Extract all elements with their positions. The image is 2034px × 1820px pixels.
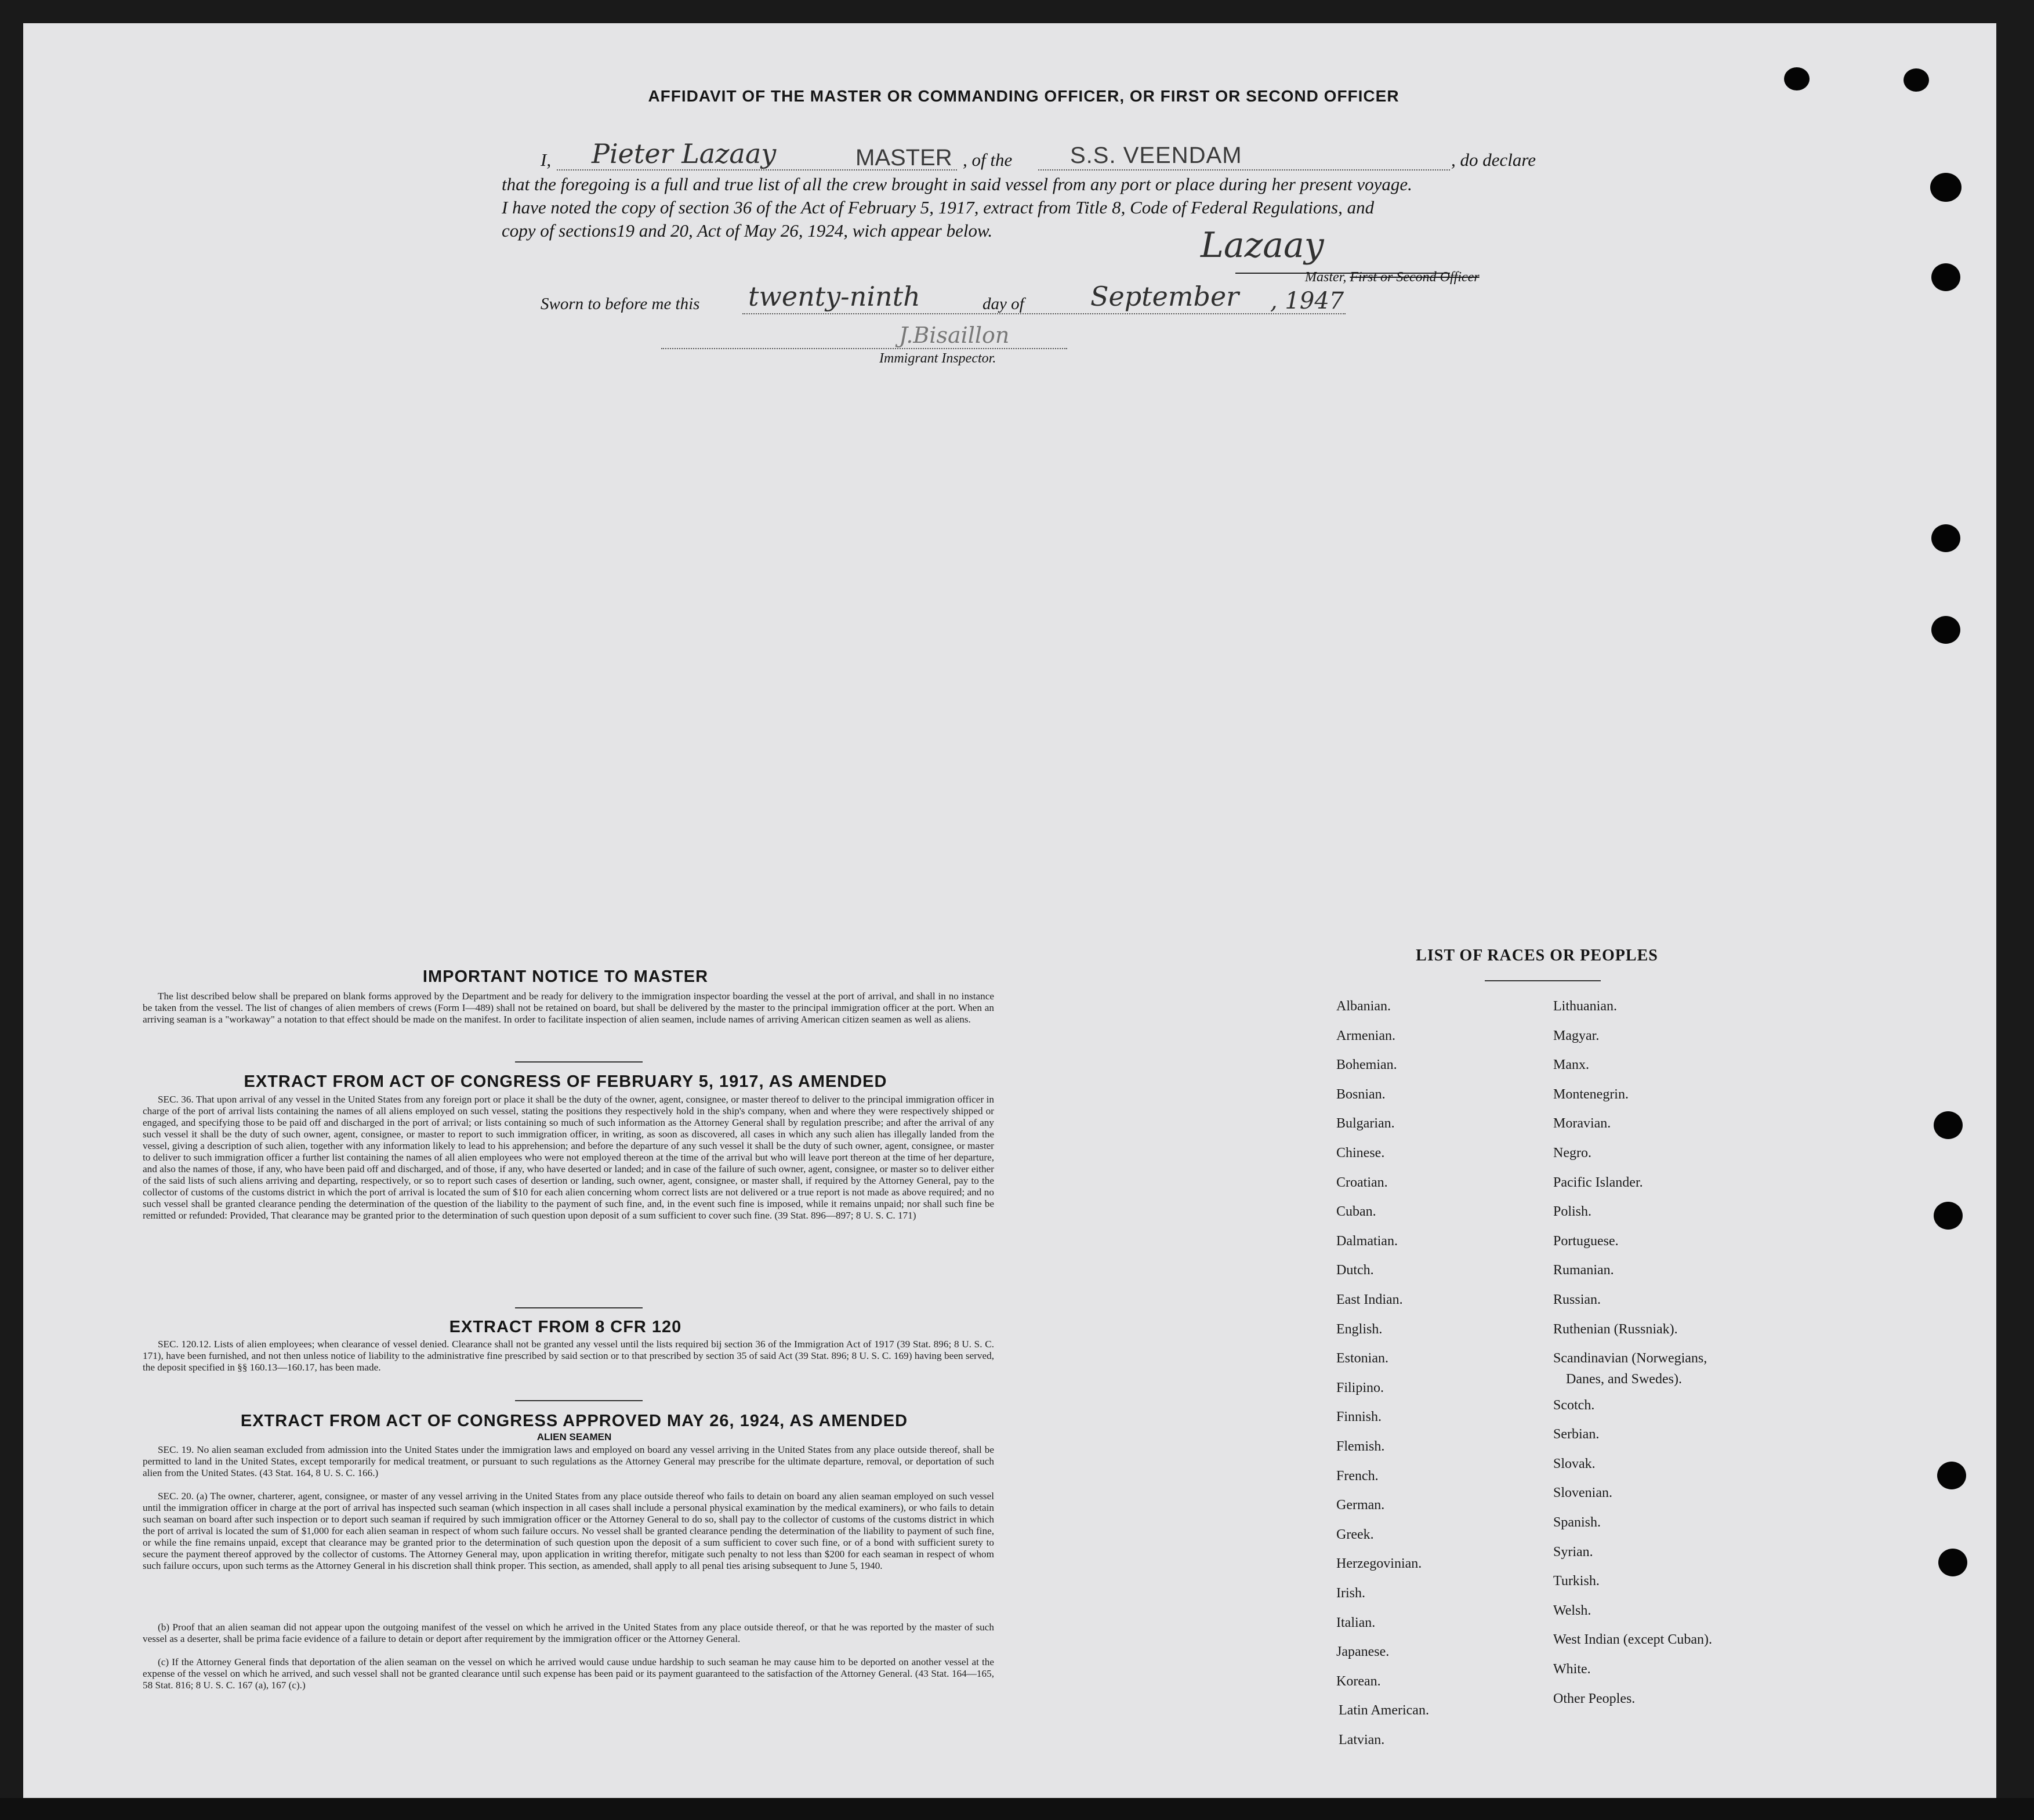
race-item: Latin American. — [1339, 1703, 1429, 1718]
races-divider — [1485, 980, 1601, 981]
race-item: Serbian. — [1553, 1427, 1600, 1442]
race-item: Portuguese. — [1553, 1234, 1619, 1249]
sec-20c-text: (c) If the Attorney General finds that deportation of the alien seaman on the vessel on which he arrived would cause undue hardship to such seaman he may cause him to be deported on another vessel at the expense of the vessel on which he arrived, and such vessel shall not be granted clearance until such expense has been paid or its payment guaranteed to the satisfaction of the Attorney General. (43 Stat. 164—165, 58 Stat. 816; 8 U. S. C. 167 (a), 167 (c).) — [143, 1656, 994, 1691]
race-item: Negro. — [1553, 1145, 1591, 1161]
vessel-line — [1038, 169, 1450, 171]
of-the-label: , of the — [963, 150, 1013, 170]
race-item: Croatian. — [1336, 1175, 1388, 1190]
extract-cfr-text: SEC. 120.12. Lists of alien employees; when clearance of vessel denied. Clearance shall not be granted any vessel until the lists required bij section 36 of the Immigration Act of 1917 (39 Stat. 896; 8 U. S. C. 171), have been furnished, and not then unless notice of liability to the administrative fine prescribed by said section or to that prescribed by section 35 of said Act (39 Stat. 896; 8 U. S. C. 169) having been served, the deposit specified in §§ 160.13—160.17, has been made. — [143, 1339, 994, 1373]
extract-cfr-title: EXTRACT FROM 8 CFR 120 — [449, 1318, 682, 1336]
sworn-day: twenty-ninth — [748, 281, 920, 312]
race-item: Filipino. — [1336, 1380, 1384, 1395]
races-title: LIST OF RACES OR PEOPLES — [1416, 947, 1658, 965]
divider — [515, 1061, 643, 1063]
race-item: Korean. — [1336, 1674, 1381, 1689]
master-name: Pieter Lazaay — [592, 138, 777, 169]
race-item: Rumanian. — [1553, 1263, 1614, 1278]
punch-hole — [1930, 173, 1962, 202]
divider — [515, 1400, 643, 1401]
sec-19-text: SEC. 19. No alien seaman excluded from admission into the United States under the immigration laws and employed on board any vessel arriving in the United States from any place outside thereof, shall be permitted to land in the United States, except temporarily for medical treatment, or pursuant to such regulations as the Attorney General may prescribe for the ultimate departure, removal, or deportation of such alien from the United States. (43 Stat. 164, 8 U. S. C. 166.) — [143, 1444, 994, 1478]
race-item: Welsh. — [1553, 1603, 1591, 1618]
race-item: Bulgarian. — [1336, 1116, 1395, 1131]
name-line — [557, 169, 957, 171]
race-item: Chinese. — [1336, 1145, 1385, 1161]
race-item: Polish. — [1553, 1204, 1592, 1219]
punch-hole — [1784, 67, 1810, 90]
race-item: Herzegovinian. — [1336, 1556, 1422, 1571]
sec-20b-text: (b) Proof that an alien seaman did not appear upon the outgoing manifest of the vessel on which he arrived in the United States from any place outside thereof, or that he was reported by the master of such vessel as a deserter, shall be prima facie evidence of a failure to detain or deport after requirement by the immigration officer or the Attorney General. — [143, 1622, 994, 1644]
do-declare-label: , do declare — [1451, 150, 1536, 170]
race-item: Turkish. — [1553, 1574, 1600, 1589]
race-item: Danes, and Swedes). — [1566, 1372, 1682, 1387]
rank: MASTER — [855, 145, 952, 171]
affidavit-line-1 — [541, 150, 551, 171]
race-item: Cuban. — [1336, 1204, 1376, 1219]
inspector-label: Immigrant Inspector. — [879, 351, 996, 366]
affidavit-line-2: that the foregoing is a full and true list of all the crew brought in said vessel from any port or place during her present voyage. — [502, 174, 1412, 194]
struck-officer-label: First or Second Officer — [1350, 270, 1480, 285]
race-item: Estonian. — [1336, 1351, 1388, 1366]
inspector-signature: J.Bisaillon — [899, 322, 1010, 348]
race-item: Syrian. — [1553, 1545, 1593, 1560]
race-item: Armenian. — [1336, 1028, 1395, 1043]
race-item: Other Peoples. — [1553, 1691, 1636, 1706]
master-label: Master, First or Second Officer — [1305, 270, 1480, 285]
race-item: Pacific Islander. — [1553, 1175, 1643, 1190]
race-item: Dutch. — [1336, 1263, 1374, 1278]
race-item: Scandinavian (Norwegians, — [1553, 1351, 1707, 1366]
punch-hole — [1934, 1202, 1963, 1230]
race-item: Montenegrin. — [1553, 1087, 1629, 1102]
race-item: Slovak. — [1553, 1456, 1596, 1471]
punch-hole — [1937, 1462, 1966, 1489]
i-label: I, — [541, 150, 552, 170]
extract-1917-title: EXTRACT FROM ACT OF CONGRESS OF FEBRUARY 5, 1917, AS AMENDED — [244, 1072, 887, 1091]
affidavit-title: AFFIDAVIT OF THE MASTER OR COMMANDING OFFICER, OR FIRST OR SECOND OFFICER — [648, 87, 1399, 105]
day-of-label: day of — [982, 295, 1024, 313]
extract-1917-text: SEC. 36. That upon arrival of any vessel in the United States from any foreign port or place it shall be the duty of the owner, agent, consignee, or master thereof to deliver to the principal immigration officer in charge of the port of arrival lists containing the names of all aliens employed on such vessel, stating the positions they respectively hold in the ship's company, when and where they were respectively shipped or engaged, and specifying those to be paid off and discharged in the port of arrival; or lists containing so much of such information as the Attorney General shall by regulation prescribe; and after the arrival of any such vessel it shall be the duty of such owner, agent, consignee, or master to report to such immigration officer, in writing, as soon as discovered, all cases in which any such alien has illegally landed from the vessel, giving a description of such alien, together with any information likely to lead to his apprehension; and before the departure of any such vessel it shall be the duty of such owner, agent, consignee, or master to deliver to such immigration officer a further list containing the names of all alien employees who were not employed thereon at the time of the arrival but who will leave port thereon at the time of her departure, and also the names of those, if any, who have been paid off and discharged, and of those, if any, who have deserted or landed; and in case of the failure of such owner, agent, consignee, or master so to deliver either of the said lists of such aliens arriving and departing, respectively, or so to report such cases of desertion or landing, such owner, agent, consignee, or master shall, if required by the Attorney General, pay to the collector of customs of the customs district in which the port of arrival is located the sum of $10 for each alien concerning whom correct lists are not delivered or a true report is not made as above required; and no such vessel shall be granted clearance pending the determination of the question of the liability to the payment of such fine, and, in the event such fine is imposed, while it remains unpaid; nor shall such fine be remitted or refunded: Provided, That clearance may be granted prior to the determination of such question upon deposit of a sum sufficient to cover such fine. (39 Stat. 896—897; 8 U. S. C. 171) — [143, 1094, 994, 1221]
race-item: Finnish. — [1336, 1409, 1382, 1424]
affidavit-line-4: copy of sections19 and 20, Act of May 26, 1924, wich appear below. — [502, 220, 993, 241]
race-item: Moravian. — [1553, 1116, 1611, 1131]
extract-1924-title: EXTRACT FROM ACT OF CONGRESS APPROVED MAY 26, 1924, AS AMENDED — [240, 1412, 908, 1430]
vessel-name: S.S. VEENDAM — [1070, 143, 1242, 168]
race-item: Albanian. — [1336, 999, 1391, 1014]
race-item: German. — [1336, 1498, 1385, 1513]
race-item: White. — [1553, 1662, 1591, 1677]
punch-hole — [1934, 1111, 1963, 1139]
race-item: Manx. — [1553, 1057, 1589, 1072]
race-item: Lithuanian. — [1553, 999, 1617, 1014]
race-item: French. — [1336, 1469, 1379, 1484]
race-item: Japanese. — [1336, 1644, 1390, 1659]
race-item: East Indian. — [1336, 1292, 1403, 1307]
punch-hole — [1931, 263, 1960, 291]
punch-hole — [1938, 1549, 1967, 1576]
race-item: Russian. — [1553, 1292, 1601, 1307]
race-item: Spanish. — [1553, 1515, 1601, 1530]
race-item: Bohemian. — [1336, 1057, 1397, 1072]
race-item: Bosnian. — [1336, 1087, 1386, 1102]
race-item: Magyar. — [1553, 1028, 1600, 1043]
race-item: Slovenian. — [1553, 1485, 1612, 1500]
race-item: Latvian. — [1339, 1732, 1385, 1748]
divider — [515, 1307, 643, 1308]
sworn-month: September — [1090, 281, 1239, 312]
notice-title: IMPORTANT NOTICE TO MASTER — [422, 967, 709, 986]
race-item: English. — [1336, 1322, 1383, 1337]
sec-20a-text: SEC. 20. (a) The owner, charterer, agent, consignee, or master of any vessel arriving in the United States from any place outside thereof who fails to detain on board any alien seaman employed on such vessel until the immigration officer in charge at the port of arrival has inspected such seaman (which inspection in all cases shall include a personal physical examination by the medical examiners), or who fails to detain such seaman on board after such inspection or to deport such seaman if required by such immigration officer or the Attorney General to do so, shall pay to the collector of customs of the customs district in which the port of arrival is located the sum of $1,000 for each alien seaman in respect of whom such failure occurs. No vessel shall be granted clearance pending the determination of the liability to payment of such fine, or while the fine remains unpaid, except that clearance may be granted prior to the determination of such question upon the deposit of a sum sufficient to cover such fine, or of a bond with sufficient surety to secure the payment thereof approved by the collector of customs. The Attorney General may, upon application in writing therefor, mitigate such penalty to not less than $200 for each seaman in respect of whom such failure occurs, upon such terms as the Attorney General in his discretion shall think proper. This section, as amended, shall apply to all penal ties arising subsequent to June 5, 1940. — [143, 1491, 994, 1571]
scan-border — [0, 1798, 2034, 1820]
master-signature: Lazaay — [1201, 225, 1324, 266]
punch-hole — [1931, 524, 1960, 552]
inspector-line — [661, 348, 1067, 349]
affidavit-line-3: I have noted the copy of section 36 of the Act of February 5, 1917, extract from Title 8, Code of Federal Regulations, and — [502, 197, 1375, 217]
punch-hole — [1904, 68, 1929, 92]
race-item: Irish. — [1336, 1586, 1365, 1601]
sworn-label: Sworn to before me this — [541, 295, 700, 313]
punch-hole — [1931, 616, 1960, 644]
race-item: Dalmatian. — [1336, 1234, 1398, 1249]
race-item: Flemish. — [1336, 1439, 1385, 1454]
alien-seamen-subtitle: ALIEN SEAMEN — [536, 1431, 612, 1442]
race-item: Italian. — [1336, 1615, 1376, 1630]
notice-text: The list described below shall be prepared on blank forms approved by the Department and be ready for delivery to the immigration inspector boarding the vessel at the port of arrival, and shall in no instance be taken from the vessel. The list of changes of alien members of crews (Form I—489) shall not be retained on board, but shall be delivered by the master to the principal immigration officer at the port. When an arriving seaman is a "workaway" a notation to that effect should be made on the manifest. In order to facilitate inspection of alien seamen, include names of arriving American citizen seamen as well as aliens. — [143, 991, 994, 1025]
race-item: Ruthenian (Russniak). — [1553, 1322, 1678, 1337]
race-item: West Indian (except Cuban). — [1553, 1632, 1712, 1647]
race-item: Scotch. — [1553, 1398, 1595, 1413]
race-item: Greek. — [1336, 1527, 1374, 1542]
sworn-year: , 1947 — [1270, 288, 1344, 314]
sworn-line — [742, 313, 1346, 314]
